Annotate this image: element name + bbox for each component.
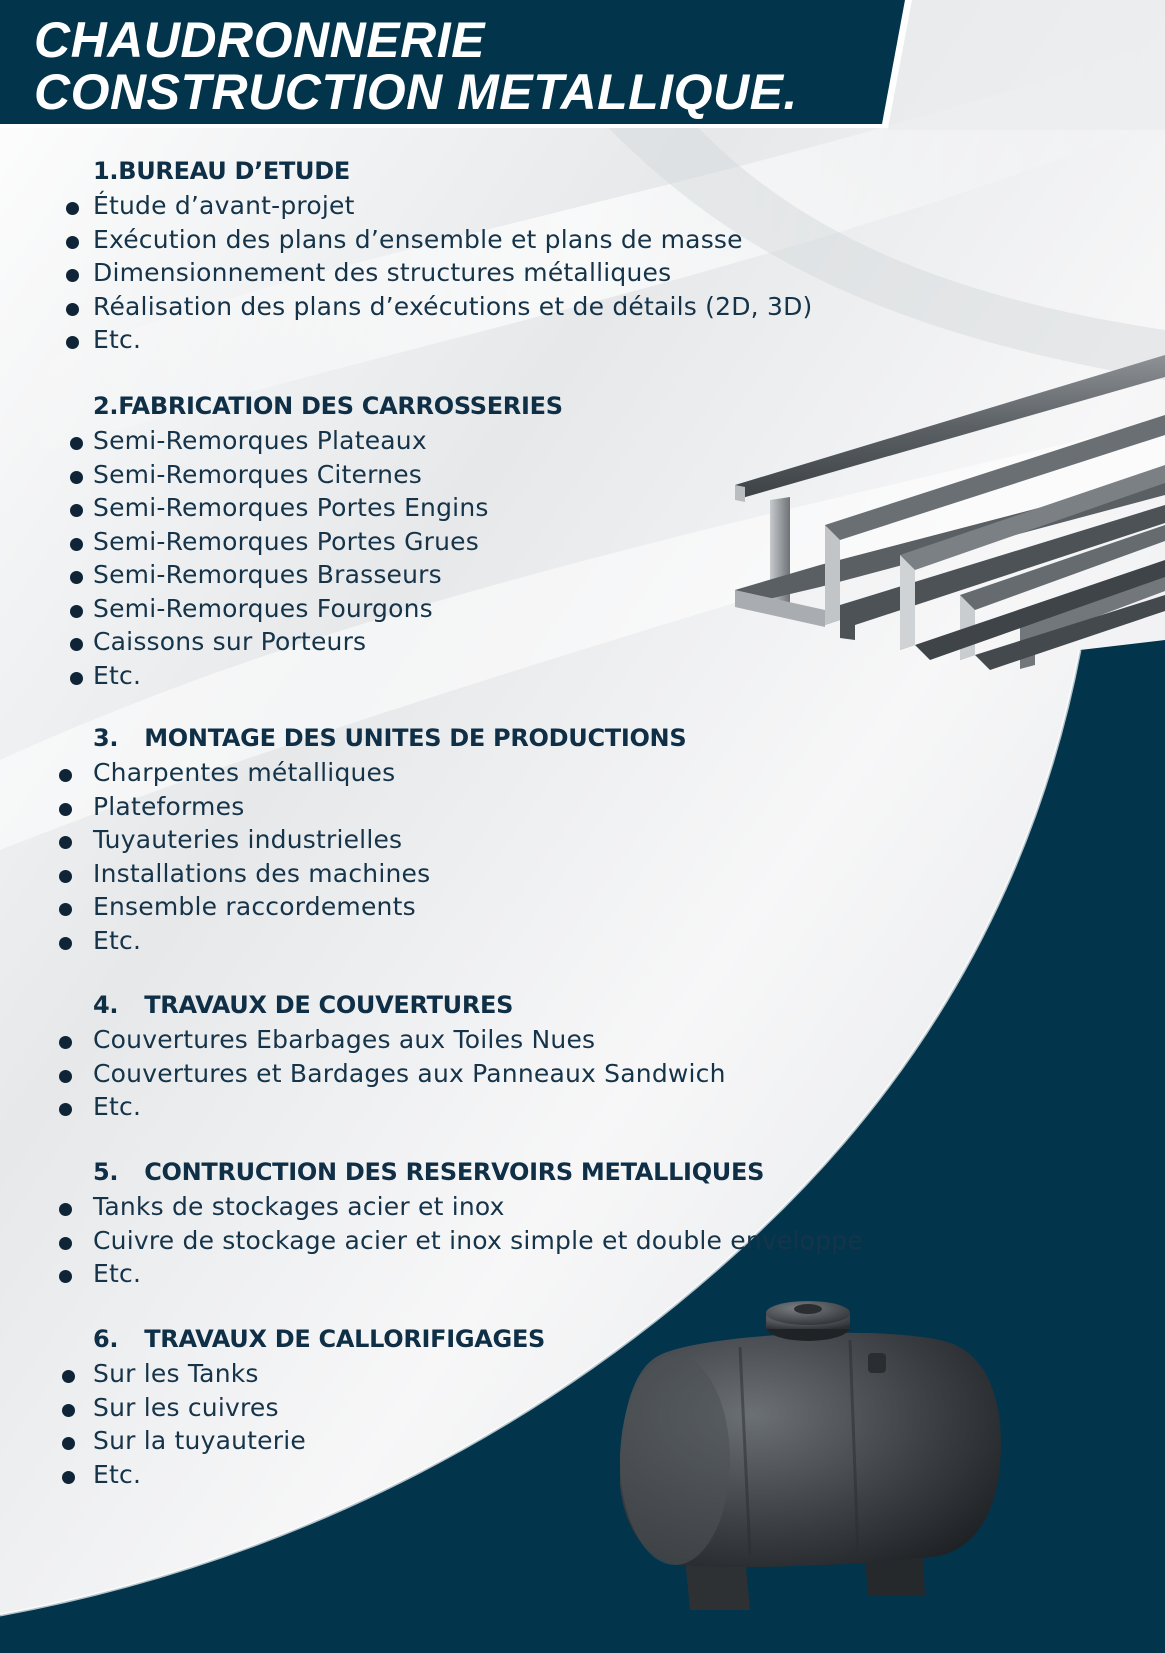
- list-item: Dimensionnement des structures métalliques: [0, 256, 812, 290]
- list-item: Étude d’avant-projet: [0, 189, 812, 223]
- bullet-icon: [62, 1370, 75, 1383]
- bullet-icon: [59, 870, 72, 883]
- bullet-icon: [70, 437, 83, 450]
- list-item: Etc.: [0, 659, 489, 693]
- bullet-icon: [59, 836, 72, 849]
- section-list: [0, 1190, 863, 1291]
- bullet-icon: [70, 571, 83, 584]
- bullet-icon: [70, 605, 83, 618]
- section-heading: CONTRUCTION DES RESERVOIRS METALLIQUES: [144, 1158, 765, 1186]
- list-item: Semi-Remorques Brasseurs: [0, 558, 489, 592]
- bullet-icon: [59, 1103, 72, 1116]
- list-item: Semi-Remorques Fourgons: [0, 592, 489, 626]
- bullet-icon: [70, 638, 83, 651]
- list-item: Couvertures et Bardages aux Panneaux Sandwich: [0, 1057, 726, 1091]
- bullet-icon: [70, 672, 83, 685]
- list-item: Etc.: [0, 323, 812, 357]
- section-number: 1.: [93, 157, 119, 185]
- steel-beams-image: [730, 355, 1165, 675]
- bullet-icon: [70, 538, 83, 551]
- bullet-icon: [66, 236, 79, 249]
- list-item: Etc.: [0, 924, 430, 958]
- section-title: [93, 991, 513, 1019]
- section-heading: TRAVAUX DE COUVERTURES: [144, 991, 514, 1019]
- list-item: Semi-Remorques Plateaux: [0, 424, 489, 458]
- list-item: Exécution des plans d’ensemble et plans de masse: [0, 223, 812, 257]
- list-item: Charpentes métalliques: [0, 756, 430, 790]
- list-item: Installations des machines: [0, 857, 430, 891]
- list-item: Etc.: [0, 1458, 306, 1492]
- list-item: Tanks de stockages acier et inox: [0, 1190, 863, 1224]
- section-heading: TRAVAUX DE CALLORIFIGAGES: [144, 1325, 546, 1353]
- section-number: 2.: [93, 392, 119, 420]
- bullet-icon: [66, 303, 79, 316]
- bullet-icon: [59, 1070, 72, 1083]
- list-item: Tuyauteries industrielles: [0, 823, 430, 857]
- list-item: Réalisation des plans d’exécutions et de détails (2D, 3D): [0, 290, 812, 324]
- bullet-icon: [70, 471, 83, 484]
- list-item: Ensemble raccordements: [0, 890, 430, 924]
- list-item: Cuivre de stockage acier et inox simple et double enveloppe: [0, 1224, 863, 1258]
- list-item: Semi-Remorques Portes Engins: [0, 491, 489, 525]
- section-list: [0, 424, 489, 692]
- bullet-icon: [59, 769, 72, 782]
- section-title: [93, 1325, 545, 1353]
- title-line-1: CHAUDRONNERIE: [34, 12, 485, 68]
- section-title: [93, 724, 686, 752]
- page-title: [34, 14, 798, 118]
- list-item: Sur les cuivres: [0, 1391, 306, 1425]
- section-title: [93, 1158, 764, 1186]
- bullet-icon: [66, 336, 79, 349]
- bullet-icon: [66, 269, 79, 282]
- title-line-2: CONSTRUCTION METALLIQUE.: [34, 64, 798, 120]
- bullet-icon: [59, 903, 72, 916]
- storage-tank-image: [620, 1295, 1010, 1615]
- bullet-icon: [62, 1471, 75, 1484]
- section-number: 3.: [93, 724, 119, 752]
- bullet-icon: [59, 1270, 72, 1283]
- list-item: Etc.: [0, 1257, 863, 1291]
- bullet-icon: [59, 803, 72, 816]
- list-item: Semi-Remorques Portes Grues: [0, 525, 489, 559]
- bullet-icon: [62, 1404, 75, 1417]
- list-item: Sur la tuyauterie: [0, 1424, 306, 1458]
- section-title: [93, 392, 563, 420]
- list-item: Plateformes: [0, 790, 430, 824]
- bullet-icon: [59, 1237, 72, 1250]
- bullet-icon: [70, 504, 83, 517]
- section-number: 4.: [93, 991, 119, 1019]
- list-item: Semi-Remorques Citernes: [0, 458, 489, 492]
- list-item: Couvertures Ebarbages aux Toiles Nues: [0, 1023, 726, 1057]
- list-item: Etc.: [0, 1090, 726, 1124]
- section-number: 5.: [93, 1158, 119, 1186]
- section-number: 6.: [93, 1325, 119, 1353]
- section-list: [0, 1357, 306, 1491]
- list-item: Caissons sur Porteurs: [0, 625, 489, 659]
- section-title: [93, 157, 350, 185]
- bullet-icon: [62, 1437, 75, 1450]
- bullet-icon: [59, 1036, 72, 1049]
- section-heading: BUREAU D’ETUDE: [118, 157, 350, 185]
- section-list: [0, 756, 430, 957]
- bullet-icon: [66, 202, 79, 215]
- section-heading: FABRICATION DES CARROSSERIES: [118, 392, 563, 420]
- list-item: Sur les Tanks: [0, 1357, 306, 1391]
- bullet-icon: [59, 1203, 72, 1216]
- bullet-icon: [59, 937, 72, 950]
- section-list: [0, 1023, 726, 1124]
- section-list: [0, 189, 812, 357]
- section-heading: MONTAGE DES UNITES DE PRODUCTIONS: [144, 724, 687, 752]
